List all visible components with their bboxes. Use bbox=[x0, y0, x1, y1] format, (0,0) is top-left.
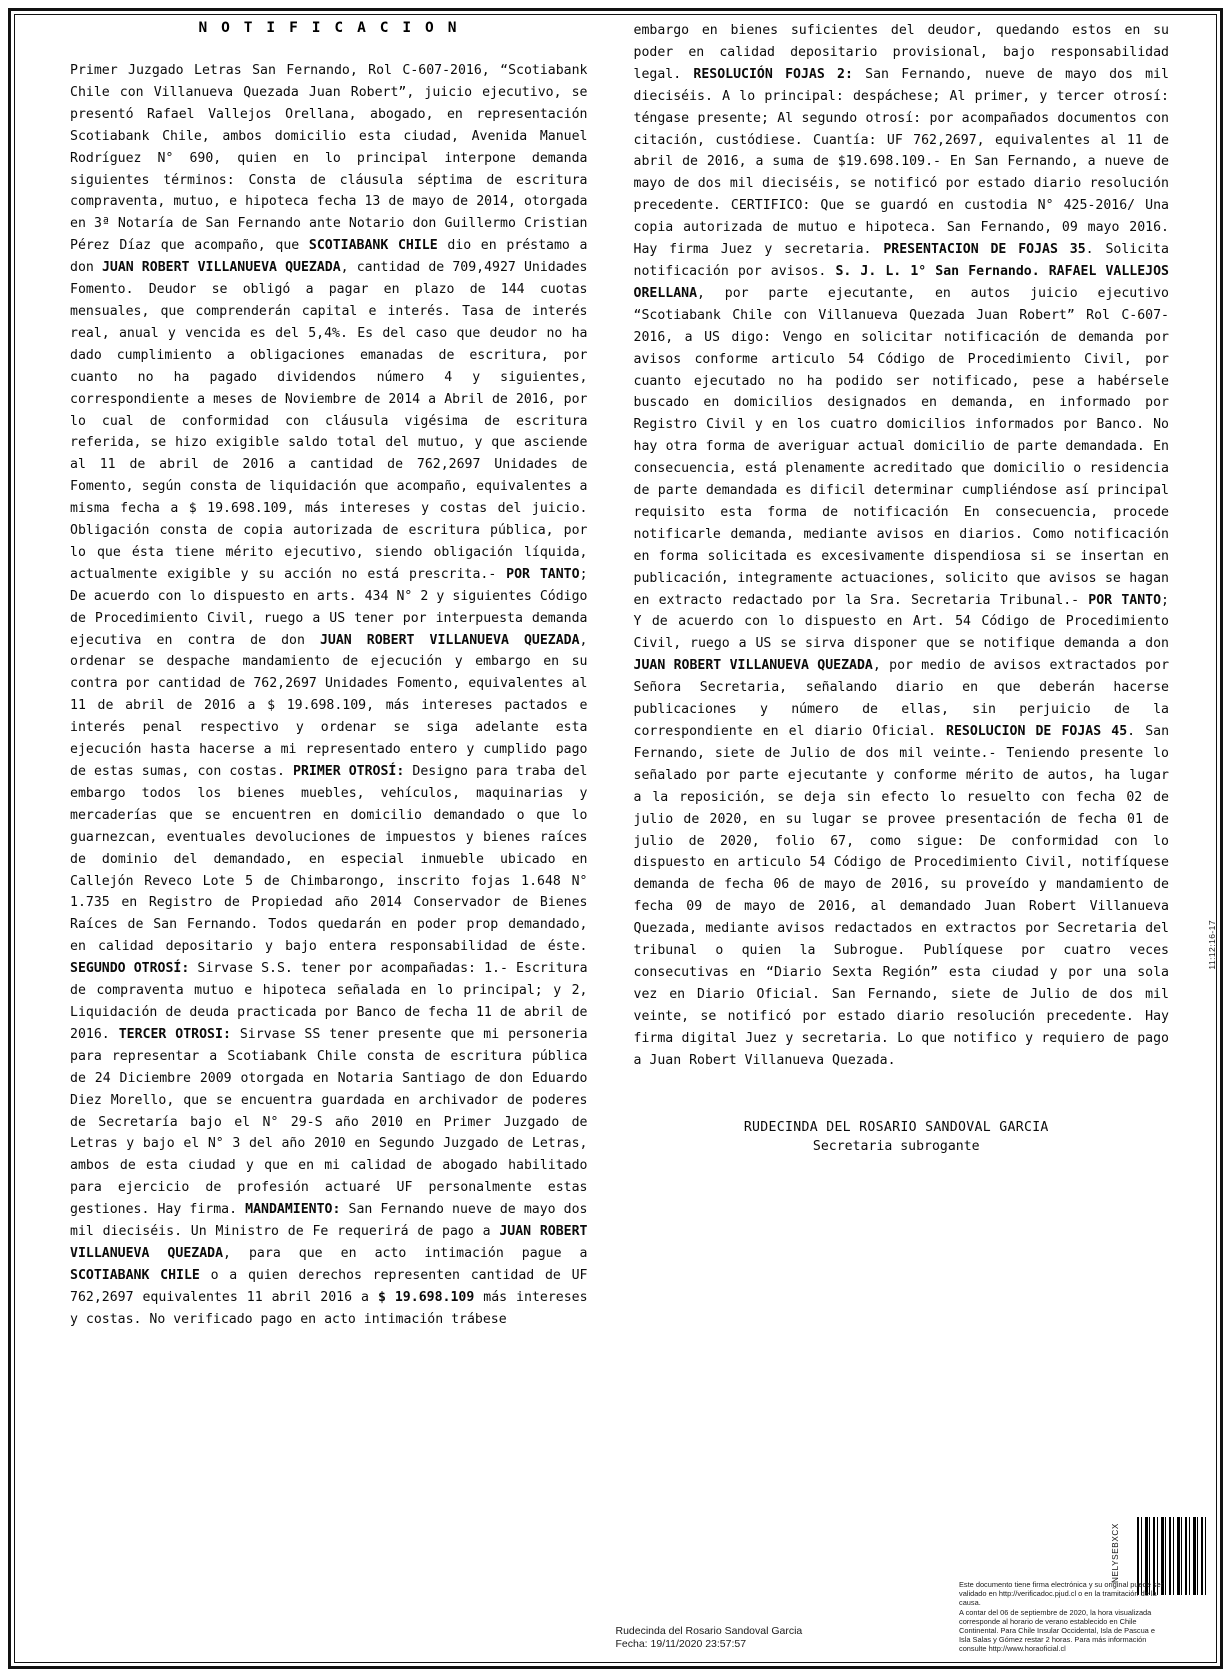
column-right bbox=[616, 20, 1210, 1657]
document-content bbox=[22, 20, 1209, 1657]
footer-strip bbox=[616, 1517, 1210, 1657]
signature-block bbox=[634, 1118, 1170, 1156]
stamp-date: Fecha: 19/11/2020 23:57:57 bbox=[615, 1638, 747, 1650]
page-side-code: 11:12:16-17 bbox=[1207, 920, 1217, 970]
signature-role: Secretaria subrogante bbox=[812, 1138, 980, 1154]
verification-line-3: causa. bbox=[959, 1598, 981, 1608]
page-title: N O T I F I C A C I O N bbox=[198, 20, 460, 36]
verification-line-7: Isla Salas y Gómez restar 2 horas. Para más información bbox=[959, 1634, 1147, 1644]
stamp-signer-name: Rudecinda del Rosario Sandoval Garcia bbox=[615, 1625, 803, 1637]
verification-line-4: A contar del 06 de septiembre de 2020, la hora visualizada bbox=[959, 1607, 1152, 1617]
verification-line-6: Continental. Para Chile Insular Occidental, Isla de Pascua e bbox=[959, 1625, 1155, 1635]
verification-line-1: Este documento tiene firma electrónica y su original puede ser bbox=[959, 1580, 1164, 1590]
right-column-body: embargo en bienes suficientes del deudor, quedando estos en su poder en calidad depositario provisional, bajo responsabilidad legal. RESOLUCIÓN FOJAS 2: San Fernando, nueve de mayo dos mil dieciséis. A lo principal: despáchese; Al primer, y tercer otrosí: téngase presente; Al segundo otrosí: por acompañados documentos con citación, custódiese. Cuantía: UF 762,2697, equivalentes al 11 de abril de 2016, a suma de $19.698.109.- En San Fernando, a nueve de mayo de dos mil dieciséis, se notificó por estado diario resolución precedente. CERTIFICO: Que se guardó en custodia N° 425-2016/ Una copia autorizada de mutuo e hipoteca. San Fernando, 09 mayo 2016. Hay firma Juez y secretaria. PRESENTACION DE FOJAS 35. Solicita notificación por avisos. S. J. L. 1° San Fernando. RAFAEL VALLEJOS ORELLANA, por parte ejecutante, en autos juicio ejecutivo “Scotiabank Chile con Villanueva Quezada Juan Robert” Rol C-607-2016, a US digo: Vengo en solicitar notificación de demanda por avisos conforme articulo 54 Código de Procedimiento Civil, por cuanto ejecutado no ha podido ser notificado, pese a habérsele buscado en domicilios designados en demanda, en informado por Registro Civil y en los cuatro domicilios informados por Banco. No hay otra forma de averiguar actual domicilio de parte demandada. En consecuencia, está plenamente acreditado que domicilio o residencia de parte demandada es dificil determinar cumpliéndose así principal requisito esta forma de notificación En consecuencia, procede notificarle demanda, mediante avisos en diarios. Como notificación en forma solicitada es excesivamente dispendiosa si se insertan en publicación, integramente actuaciones, solicito que avisos se hagan en extracto redactado por la Sra. Secretaria Tribunal.- POR TANTO; Y de acuerdo con lo dispuesto en Art. 54 Código de Procedimiento Civil, ruego a US se sirva disponer que se notifique demanda a don JUAN ROBERT VILLANUEVA QUEZADA, por medio de avisos extractados por Señora Secretaria, señalando diario en que deberán hacerse publicaciones y número de ellas, sin perjuicio de la correspondiente en el diario Oficial. RESOLUCION DE FOJAS 45. San Fernando, siete de Julio de dos mil veinte.- Teniendo presente lo señalado por parte ejecutante y conforme mérito de autos, ha lugar a la reposición, se deja sin efecto lo resuelto con fecha 02 de julio de 2020, en su lugar se provee presentación de fecha 01 de julio de 2020, folio 67, como sigue: De conformidad con lo dispuesto en articulo 54 Código de Procedimiento Civil, notifíquese demanda de fecha 06 de mayo de 2016, su proveído y mandamiento de fecha 09 de mayo de 2016, al demandado Juan Robert Villanueva Quezada, mediante avisos redactados en extractos por Secretaria del tribunal o quien la Subrogue. Publíquese por cuatro veces consecutivas en “Diario Sexta Región” esta ciudad y por una sola vez en Diario Oficial. San Fernando, siete de Julio de dos mil veinte, se notificó por estado diario resolución precedente. Hay firma digital Juez y secretaria. Lo que notifico y requiero de pago a Juan Robert Villanueva Quezada. bbox=[633, 23, 1170, 1068]
electronic-signature-stamp bbox=[616, 1625, 803, 1651]
barcode-label: NELYSEBXCX bbox=[1111, 1523, 1120, 1583]
verification-line-8: consulte http://www.horaoficial.cl bbox=[959, 1643, 1066, 1653]
left-column-body: Primer Juzgado Letras San Fernando, Rol C-607-2016, “Scotiabank Chile con Villanueva Quezada Juan Robert”, juicio ejecutivo, se presentó Rafael Vallejos Orellana, abogado, en representación Scotiabank Chile, ambos domicilio esta ciudad, Avenida Manuel Rodríguez N° 690, quien en lo principal interpone demanda siguientes términos: Consta de cláusula séptima de escritura compraventa, mutuo, e hipoteca fecha 13 de mayo de 2014, otorgada en 3ª Notaría de San Fernando ante Notario don Guillermo Cristian Pérez Díaz que acompaño, que SCOTIABANK CHILE dio en préstamo a don JUAN ROBERT VILLANUEVA QUEZADA, cantidad de 709,4927 Unidades Fomento. Deudor se obligó a pagar en plazo de 144 cuotas mensuales, que comprenderán capital e interés. Tasa de interés real, anual y vencida es del 5,4%. Es del caso que deudor no ha dado cumplimiento a obligaciones emanadas de escritura, por cuanto no ha pagado dividendos número 4 y siguientes, correspondiente a meses de Noviembre de 2014 a Abril de 2016, por lo cual de conformidad con cláusula vigésima de escritura referida, se hizo exigible saldo total del mutuo, y que asciende al 11 de abril de 2016 a cantidad de 762,2697 Unidades de Fomento, según consta de liquidación que acompaño, equivalentes a misma fecha a $ 19.698.109, más intereses y costas del juicio. Obligación consta de copia autorizada de escritura pública, por lo que ésta tiene mérito ejecutivo, siendo obligación líquida, actualmente exigible y su acción no está prescrita.- POR TANTO; De acuerdo con lo dispuesto en arts. 434 N° 2 y siguientes Código de Procedimiento Civil, ruego a US tener por interpuesta demanda ejecutiva en contra de don JUAN ROBERT VILLANUEVA QUEZADA, ordenar se despache mandamiento de ejecución y embargo en su contra por cantidad de 762,2697 Unidades Fomento, equivalentes al 11 de abril de 2016 a $ 19.698.109, más intereses pactados e interés penal respectivo y ordenar se siga adelante esta ejecución hasta hacerse a mi representado entero y cumplido pago de estas sumas, con costas. PRIMER OTROSÍ: Designo para traba del embargo todos los bienes muebles, vehículos, maquinarias y mercaderías que se encuentren en domicilio demandado o que lo guarnezcan, eventuales devoluciones de impuestos y bienes raíces de dominio del demandado, en especial inmueble ubicado en Callejón Reveco Lote 5 de Chimbarongo, inscrito fojas 1.648 N° 1.735 en Registro de Propiedad año 2014 Conservador de Bienes Raíces de San Fernando. Todos quedarán en poder prop demandado, en calidad depositario y bajo entera responsabilidad de éste. SEGUNDO OTROSÍ: Sirvase S.S. tener por acompañadas: 1.- Escritura de compraventa mutuo e hipoteca señalada en lo principal; y 2, Liquidación de deuda practicada por Banco de fecha 11 de abril de 2016. TERCER OTROSI: Sirvase SS tener presente que mi personeria para representar a Scotiabank Chile consta de escritura pública de 24 Diciembre 2009 otorgada en Notaria Santiago de don Eduardo Diez Morello, que se encuentra guardada en archivador de poderes de Secretaría bajo el N° 29-S año 2010 en Primer Juzgado de Letras y bajo el N° 3 del año 2010 en Segundo Juzgado de Letras, ambos de esta ciudad y que en mi calidad de abogado habilitado para ejercicio de profesión actuaré UF personalmente estas gestiones. Hay firma. MANDAMIENTO: San Fernando nueve de mayo dos mil dieciséis. Un Ministro de Fe requerirá de pago a JUAN ROBERT VILLANUEVA QUEZADA, para que en acto intimación pague a SCOTIABANK CHILE o a quien derechos representen cantidad de UF 762,2697 equivalentes 11 abril 2016 a $ 19.698.109 más intereses y costas. No verificado pago en acto intimación trábese bbox=[70, 63, 588, 1327]
verification-notice bbox=[959, 1580, 1209, 1653]
signature-name: RUDECINDA DEL ROSARIO SANDOVAL GARCIA bbox=[743, 1119, 1049, 1135]
verification-line-2: validado en http://verificadoc.pjud.cl o en la tramitación de la bbox=[959, 1589, 1157, 1599]
column-left bbox=[22, 20, 616, 1657]
verification-line-5: corresponde al horario de verano establecido en Chile bbox=[959, 1616, 1137, 1626]
